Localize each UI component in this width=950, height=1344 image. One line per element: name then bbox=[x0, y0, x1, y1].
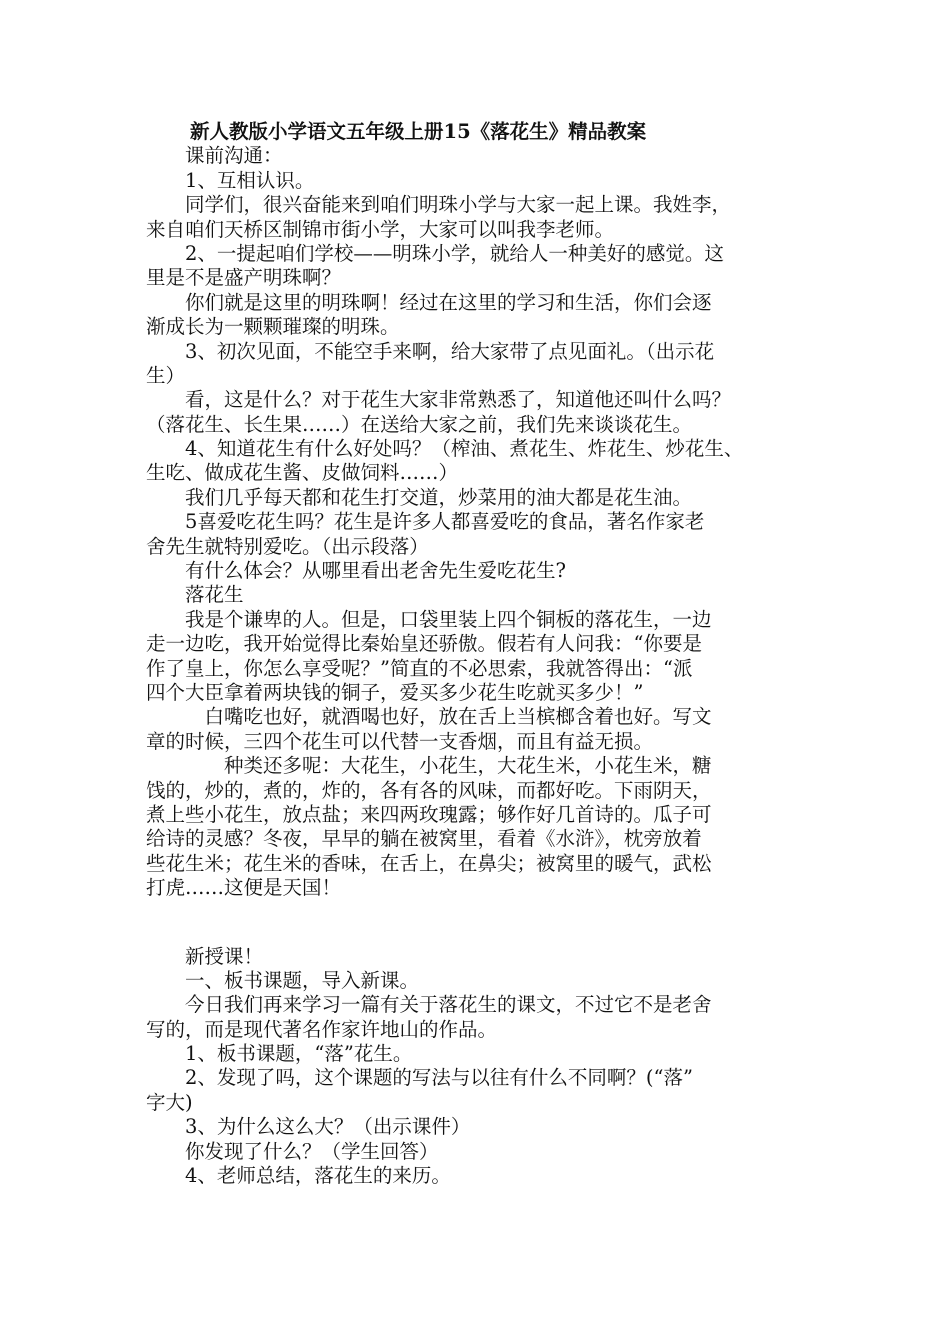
paragraph-line: 作了皇上，你怎么享受呢？”简直的不必思索，我就答得出：“派 bbox=[146, 656, 693, 680]
title-text: 新人教版小学语文五年级上册15《落花生》精品教案 bbox=[190, 120, 647, 143]
document-title bbox=[146, 120, 816, 144]
paragraph-line: 四个大臣拿着两块钱的铜子，爱买多少花生吃就买多少！” bbox=[146, 680, 644, 704]
paragraph-line: 写的，而是现代著名作家许地山的作品。 bbox=[146, 1017, 498, 1041]
paragraph-line: 你们就是这里的明珠啊！经过在这里的学习和生活，你们会逐 bbox=[146, 290, 712, 314]
paragraph-line: 一、板书课题，导入新课。 bbox=[146, 968, 420, 992]
paragraph-line: 4、知道花生有什么好处吗？（榨油、煮花生、炸花生、炒花生、 bbox=[146, 437, 744, 461]
paragraph-line: 生） bbox=[146, 363, 186, 387]
paragraph-line: 有什么体会？从哪里看出老舍先生爱吃花生? bbox=[146, 559, 566, 583]
paragraph-line: 课前沟通： bbox=[146, 144, 283, 168]
section-new-lesson bbox=[146, 945, 816, 1189]
paragraph-line: 打虎……这便是天国！ bbox=[146, 876, 342, 900]
paragraph-line: 今日我们再来学习一篇有关于落花生的课文，不过它不是老舍 bbox=[146, 993, 712, 1017]
paragraph-line: 1、互相认识。 bbox=[146, 168, 315, 192]
paragraph-line: 渐成长为一颗颗璀璨的明珠。 bbox=[146, 315, 400, 339]
paragraph-line: 舍先生就特别爱吃。（出示段落） bbox=[146, 534, 429, 558]
paragraph-line: 3、初次见面，不能空手来啊，给大家带了点见面礼。（出示花 bbox=[146, 339, 715, 363]
paragraph-line: 2、发现了吗，这个课题的写法与以往有什么不同啊？(“落” bbox=[146, 1066, 693, 1090]
section-intro bbox=[146, 144, 816, 900]
paragraph-line: 给诗的灵感？冬夜，早早的躺在被窝里，看着《水浒》，枕旁放着 bbox=[146, 827, 702, 851]
paragraph-line: 饯的，炒的，煮的，炸的，各有各的风味，而都好吃。下雨阴天， bbox=[146, 778, 712, 802]
paragraph-line: 煮上些小花生，放点盐；来四两玫瑰露；够作好几首诗的。瓜子可 bbox=[146, 802, 712, 826]
paragraph-line: 我们几乎每天都和花生打交道，炒菜用的油大都是花生油。 bbox=[146, 485, 693, 509]
paragraph-line: 1、板书课题，“落”花生。 bbox=[146, 1042, 413, 1066]
paragraph-line: 些花生米；花生米的香味，在舌上，在鼻尖；被窝里的暖气，武松 bbox=[146, 851, 712, 875]
paragraph-line: 白嘴吃也好，就酒喝也好，放在舌上当槟榔含着也好。写文 bbox=[146, 705, 712, 729]
paragraph-line: 来自咱们天桥区制锦市街小学，大家可以叫我李老师。 bbox=[146, 217, 615, 241]
paragraph-line: 走一边吃，我开始觉得比秦始皇还骄傲。假若有人问我：“你要是 bbox=[146, 632, 702, 656]
paragraph-line: 你发现了什么？（学生回答） bbox=[146, 1139, 439, 1163]
paragraph-line: （落花生、长生果……）在送给大家之前，我们先来谈谈花生。 bbox=[146, 412, 693, 436]
paragraph-line: 4、老师总结，落花生的来历。 bbox=[146, 1164, 451, 1188]
document-body bbox=[146, 120, 816, 1188]
paragraph-line: 章的时候，三四个花生可以代替一支香烟，而且有益无损。 bbox=[146, 729, 654, 753]
paragraph-line: 里是不是盛产明珠啊？ bbox=[146, 266, 342, 290]
paragraph-line: 同学们，很兴奋能来到咱们明珠小学与大家一起上课。我姓李， bbox=[146, 193, 732, 217]
paragraph-line: 字大) bbox=[146, 1090, 193, 1114]
paragraph-line: 新授课！ bbox=[146, 944, 264, 968]
paragraph-line: 2、一提起咱们学校——明珠小学，就给人一种美好的感觉。这 bbox=[146, 241, 724, 265]
paragraph-line: 我是个谦卑的人。但是，口袋里装上四个铜板的落花生，一边 bbox=[146, 607, 712, 631]
paragraph-line: 3、为什么这么大？（出示课件） bbox=[146, 1115, 471, 1139]
paragraph-line: 种类还多呢：大花生，小花生，大花生米，小花生米，糖 bbox=[146, 754, 712, 778]
paragraph-line: 5喜爱吃花生吗？花生是许多人都喜爱吃的食品，著名作家老 bbox=[146, 510, 705, 534]
paragraph-line: 生吃、做成花生酱、皮做饲料……） bbox=[146, 461, 459, 485]
section-gap bbox=[146, 901, 816, 945]
paragraph-line: 落花生 bbox=[146, 583, 244, 607]
paragraph-line: 看，这是什么？对于花生大家非常熟悉了，知道他还叫什么吗？ bbox=[146, 388, 732, 412]
